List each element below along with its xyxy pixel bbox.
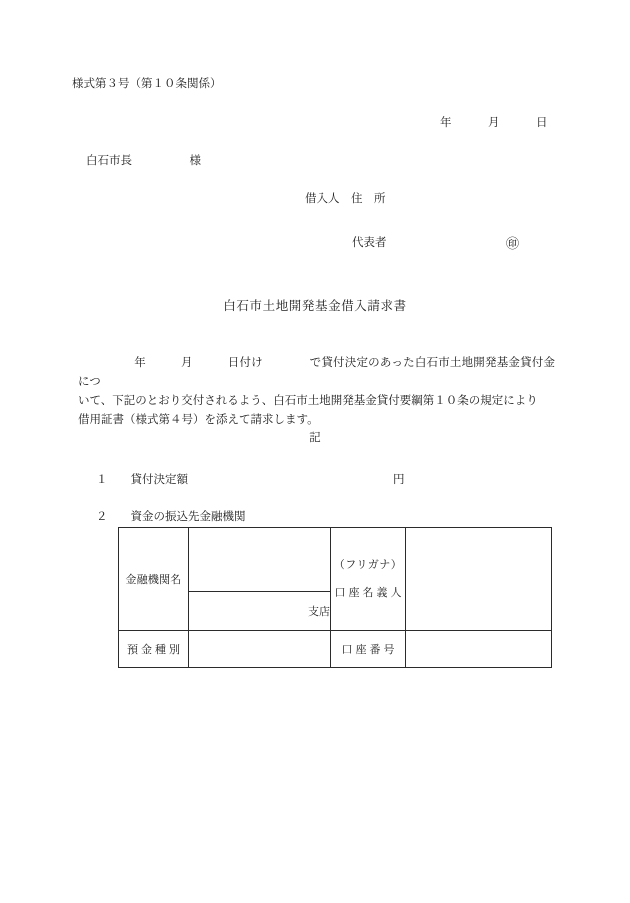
- cell-account-holder-value[interactable]: [406, 528, 552, 631]
- table-row-institution: [119, 528, 552, 592]
- borrower-address-label: 借入人 住 所: [305, 193, 386, 205]
- cell-branch-value[interactable]: [189, 592, 331, 631]
- cell-institution-label: 金融機関名: [119, 528, 189, 631]
- form-number: 様式第３号（第１０条関係）: [72, 78, 222, 90]
- table-row-deposit: [119, 631, 552, 668]
- body-line-3: 借用証書（様式第４号）を添えて請求します。: [78, 414, 319, 426]
- item-2-number: ２: [96, 511, 108, 523]
- cell-institution-value[interactable]: [189, 528, 331, 592]
- cell-deposit-type-value[interactable]: [189, 631, 331, 668]
- item-1-loan-amount: [96, 471, 188, 487]
- bank-information-table: [118, 527, 552, 668]
- page-title: 白石市土地開発基金借入請求書: [223, 299, 407, 313]
- body-line-1-text: 年 月 日付け で貸付決定のあった白石市土地開発基金貸付金につ: [78, 357, 555, 388]
- body-line-1: [78, 354, 555, 392]
- representative-label: 代表者: [352, 237, 387, 249]
- cell-deposit-type-label: 預金種別: [119, 631, 189, 668]
- addressee-line: 白石市長 様: [86, 155, 201, 167]
- cell-account-number-value[interactable]: [406, 631, 552, 668]
- date-line: 年 月 日: [440, 117, 548, 129]
- item-2-bank-transfer: [96, 508, 246, 524]
- ki-marker: 記: [309, 432, 321, 444]
- seal-stamp-icon: ㊞: [506, 236, 520, 251]
- item-1-number: １: [96, 474, 108, 486]
- account-holder-furigana-label: （フリガナ）: [333, 559, 403, 571]
- item-2-label: 資金の振込先金融機関: [130, 511, 246, 523]
- account-holder-name-label: 口座名義人: [334, 587, 405, 599]
- cell-account-holder-label: [331, 528, 406, 631]
- branch-suffix-label: 支店: [308, 606, 330, 618]
- body-line-2: いて、下記のとおり交付されるよう、白石市土地開発基金貸付要綱第１０条の規定により: [78, 395, 538, 407]
- body-paragraph: [78, 354, 555, 430]
- item-1-label: 貸付決定額: [130, 474, 188, 486]
- cell-account-number-label: 口座番号: [331, 631, 406, 668]
- item-1-unit: 円: [393, 474, 405, 486]
